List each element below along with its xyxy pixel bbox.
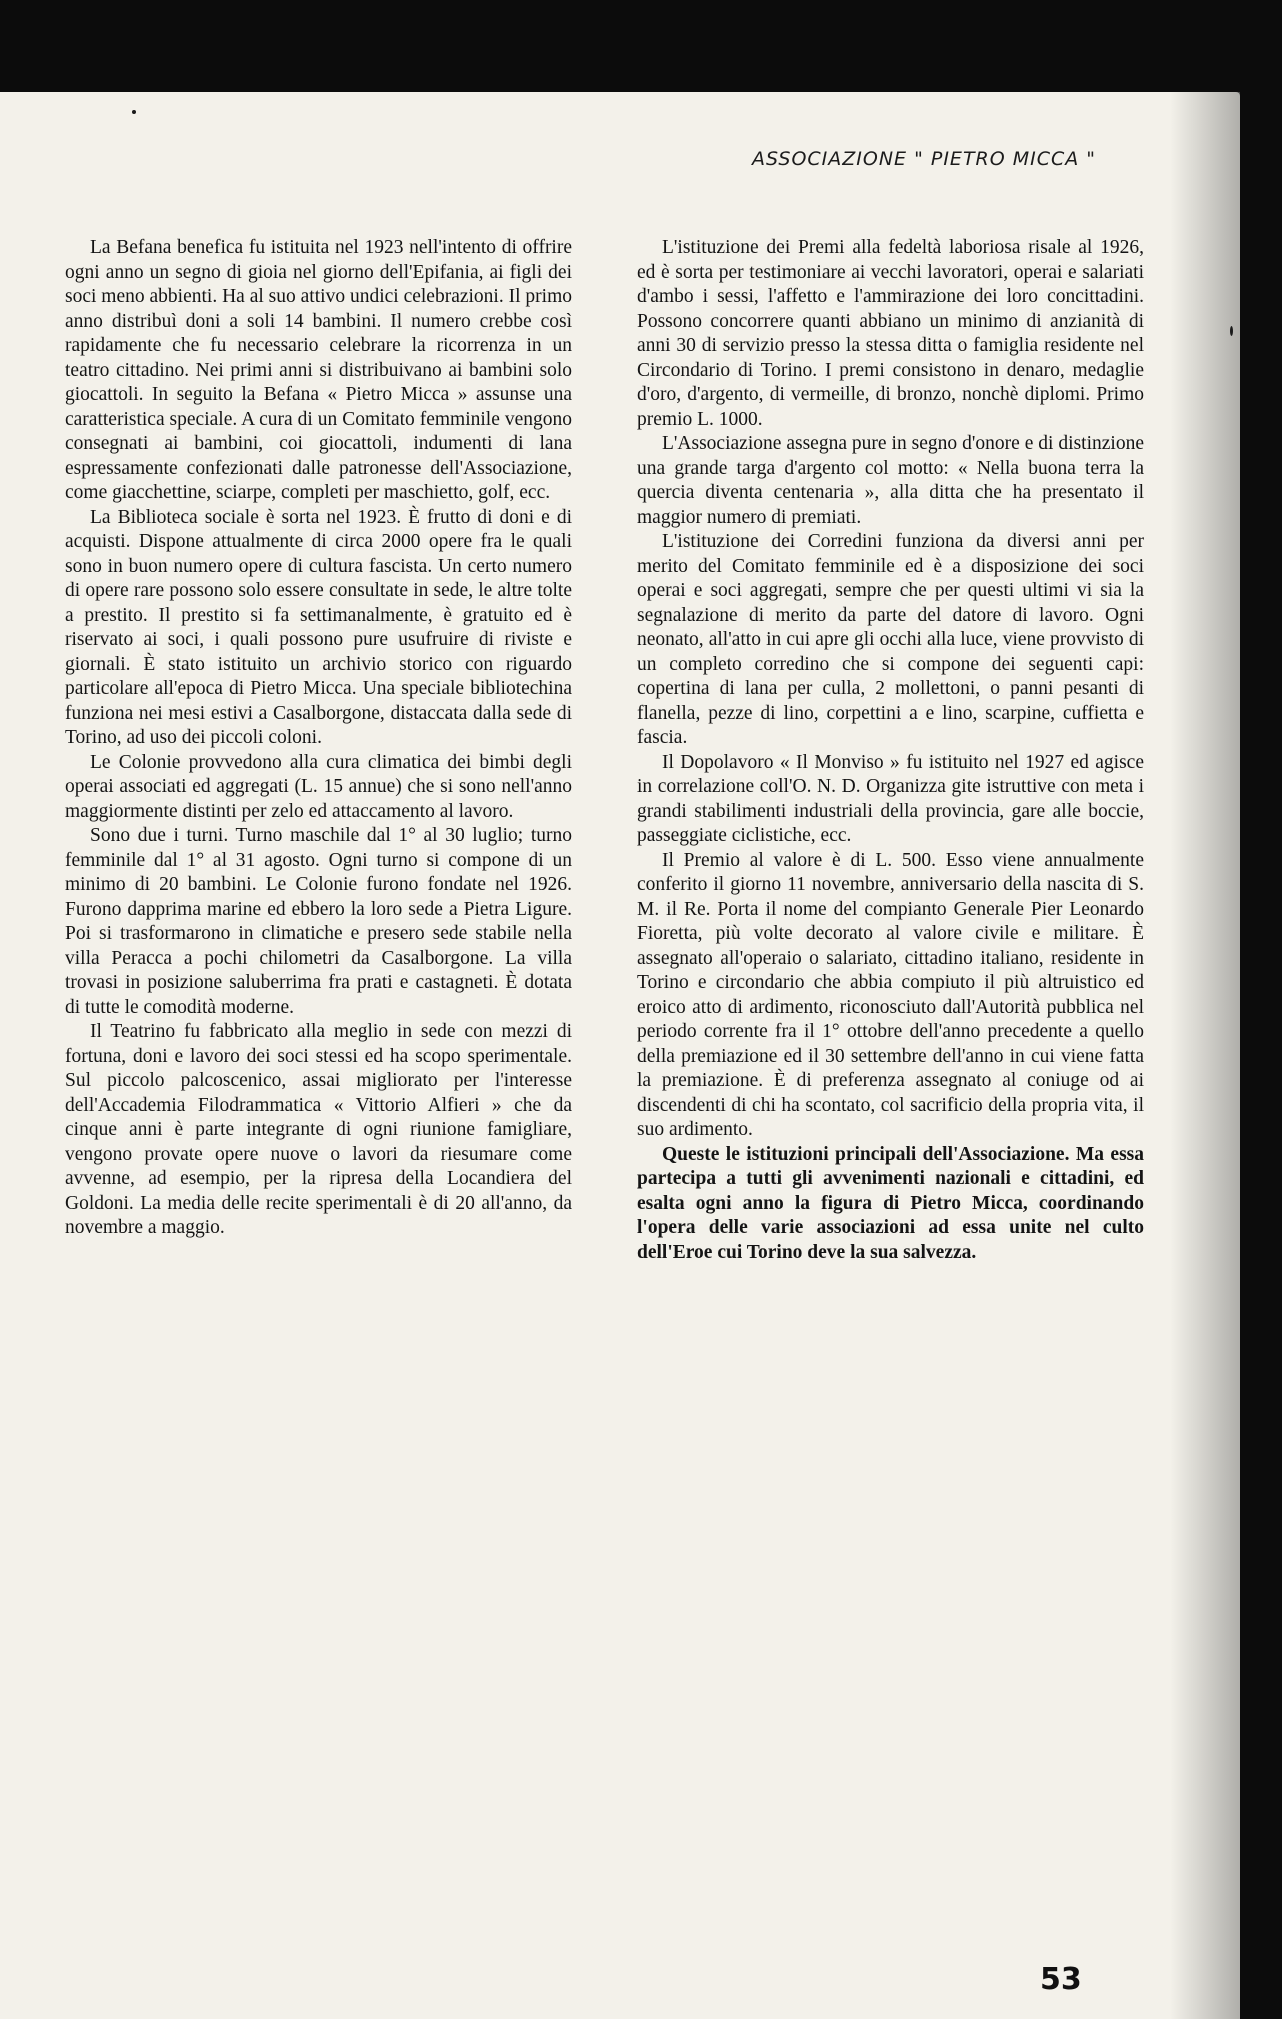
paragraph-corredini: L'istituzione dei Corredini funziona da diversi anni per merito del Comitato femminile ed è a disposizione dei soci operai e soci aggregati, sempre che per questi ultimi vi sia la segnalazione di merito da parte del datore di lavoro. Ogni neonato, all'atto in cui apre gli occhi alla luce, viene provvisto di un completo corredino che si compone dei seguenti capi: copertina di lana per culla, 2 mollettoni, o panni pesanti di flanella, pezze di lino, corpettini a e lino, scarpine, cuffietta e fascia. bbox=[637, 531, 1144, 748]
paragraph-biblioteca: La Biblioteca sociale è sorta nel 1923. È frutto di doni e di acquisti. Dispone attualmente di circa 2000 opere fra le quali sono in buon numero opere di cultura fascista. Un certo numero di opere rare possono solo essere consultate in sede, le altre tolte a prestito. Il prestito si fa settimanalmente, è gratuito ed è riservato ai soci, i quali possono pure usufruire di riviste e giornali. È stato istituito un archivio storico con riguardo particolare all'epoca di Pietro Micca. Una speciale bibliotechina funziona nei mesi estivi a Casalborgone, distaccata dalla sede di Torino, ad uso dei piccoli coloni. bbox=[65, 506, 572, 748]
paragraph-dopolavoro: Il Dopolavoro « Il Monviso » fu istituito nel 1927 ed agisce in correlazione coll'O. N. D. Organizza gite istruttive con meta i grandi stabilimenti industriali della provincia, gare alle boccie, passeggiate ciclistiche, ecc. bbox=[637, 751, 1144, 846]
running-header: ASSOCIAZIONE " PIETRO MICCA " bbox=[752, 148, 1097, 170]
paragraph-turni: Sono due i turni. Turno maschile dal 1° al 30 luglio; turno femminile dal 1° al 31 agosto. Ogni turno si compone di un minimo di 20 bambini. Le Colonie furono fondate nel 1926. Furono dapprima marine ed ebbero la loro sede a Pietra Ligure. Poi si trasformarono in climatiche e presero sede stabile nella villa Peracca a pochi chilometri da Casalborgone. La villa trovasi in posizione saluberrima fra prati e castagneti. È dotata di tutte le comodità moderne. bbox=[65, 825, 572, 1018]
paragraph-conclusione: Queste le istituzioni principali dell'Associazione. Ma essa partecipa a tutti gli avvenimenti nazionali e cittadini, ed esalta ogni anno la figura di Pietro Micca, coordinando l'opera delle varie associazioni ad essa unite nel culto dell'Eroe cui Torino deve la sua salvezza. bbox=[637, 1143, 1144, 1263]
paragraph-premi-fedelta: L'istituzione dei Premi alla fedeltà laboriosa risale al 1926, ed è sorta per testimoniare ai vecchi lavoratori, operai e salariati d'ambo i sessi, l'affetto e l'ammirazione dei loro concittadini. Possono concorrere quanti abbiano un minimo di anzianità di anni 30 di servizio presso la stessa ditta o famiglia residente nel Circondario di Torino. I premi consistono in denaro, medaglie d'oro, d'argento, di vermeille, di bronzo, nonchè diplomi. Primo premio L. 1000. bbox=[637, 237, 1144, 430]
paragraph-targa: L'Associazione assegna pure in segno d'onore e di distinzione una grande targa d'argento col motto: « Nella buona terra la quercia diventa centenaria », alla ditta che ha presentato il maggior numero di premiati. bbox=[637, 433, 1144, 528]
right-text-column bbox=[637, 236, 1144, 1265]
paragraph-teatrino: Il Teatrino fu fabbricato alla meglio in sede con mezzi di fortuna, doni e lavoro dei soci stessi ed ha scopo sperimentale. Sul piccolo palcoscenico, assai migliorato per l'interesse dell'Accademia Filodrammatica « Vittorio Alfieri » che da cinque anni è parte integrante di ogni riunione famigliare, vengono provate opere nuove o lavori da riesumare come avvenne, ad esempio, per la ripresa della Locandiera del Goldoni. La media delle recite sperimentali è di 20 all'anno, da novembre a maggio. bbox=[65, 1021, 572, 1238]
paragraph-colonie: Le Colonie provvedono alla cura climatica dei bimbi degli operai associati ed aggregati (L. 15 annue) che si sono nell'anno maggiormente distinti per zelo ed attaccamento al lavoro. bbox=[65, 751, 572, 822]
dark-scan-border-top bbox=[0, 0, 1282, 92]
dark-scan-border-right bbox=[1240, 0, 1282, 2019]
scan-speck bbox=[132, 110, 136, 114]
scan-speck bbox=[1230, 326, 1233, 336]
left-text-column bbox=[65, 236, 572, 1241]
page-edge-shadow bbox=[1170, 92, 1240, 2019]
paragraph-premio-valore: Il Premio al valore è di L. 500. Esso viene annualmente conferito il giorno 11 novembre, anniversario della nascita di S. M. il Re. Porta il nome del compianto Generale Pier Leonardo Fioretta, più volte decorato al valore civile e militare. È assegnato all'operaio o salariato, cittadino italiano, residente in Torino e circondario che abbia compiuto il più altruistico ed eroico atto di ardimento, riconosciuto dall'Autorità pubblica nel periodo corrente fra il 1° ottobre dell'anno precedente a quello della premiazione ed il 30 settembre dell'anno in cui viene fatta la premiazione. È di preferenza assegnato al coniuge od ai discendenti di chi ha scontato, col sacrificio della propria vita, il suo ardimento. bbox=[637, 849, 1144, 1140]
page-number: 53 bbox=[1040, 1962, 1082, 1997]
paragraph-befana: La Befana benefica fu istituita nel 1923 nell'intento di offrire ogni anno un segno di gioia nel giorno dell'Epifania, ai figli dei soci meno abbienti. Ha al suo attivo undici celebrazioni. Il primo anno distribuì doni a soli 14 bambini. Il numero crebbe così rapidamente che fu necessario celebrare la ricorrenza in un teatro cittadino. Nei primi anni si distribuivano ai bambini solo giocattoli. In seguito la Befana « Pietro Micca » assunse una caratteristica speciale. A cura di un Comitato femminile vengono consegnati ai bambini, coi giocattoli, indumenti di lana espressamente confezionati dalle patronesse dell'Associazione, come giacchettine, sciarpe, completi per maschietto, golf, ecc. bbox=[65, 237, 572, 503]
